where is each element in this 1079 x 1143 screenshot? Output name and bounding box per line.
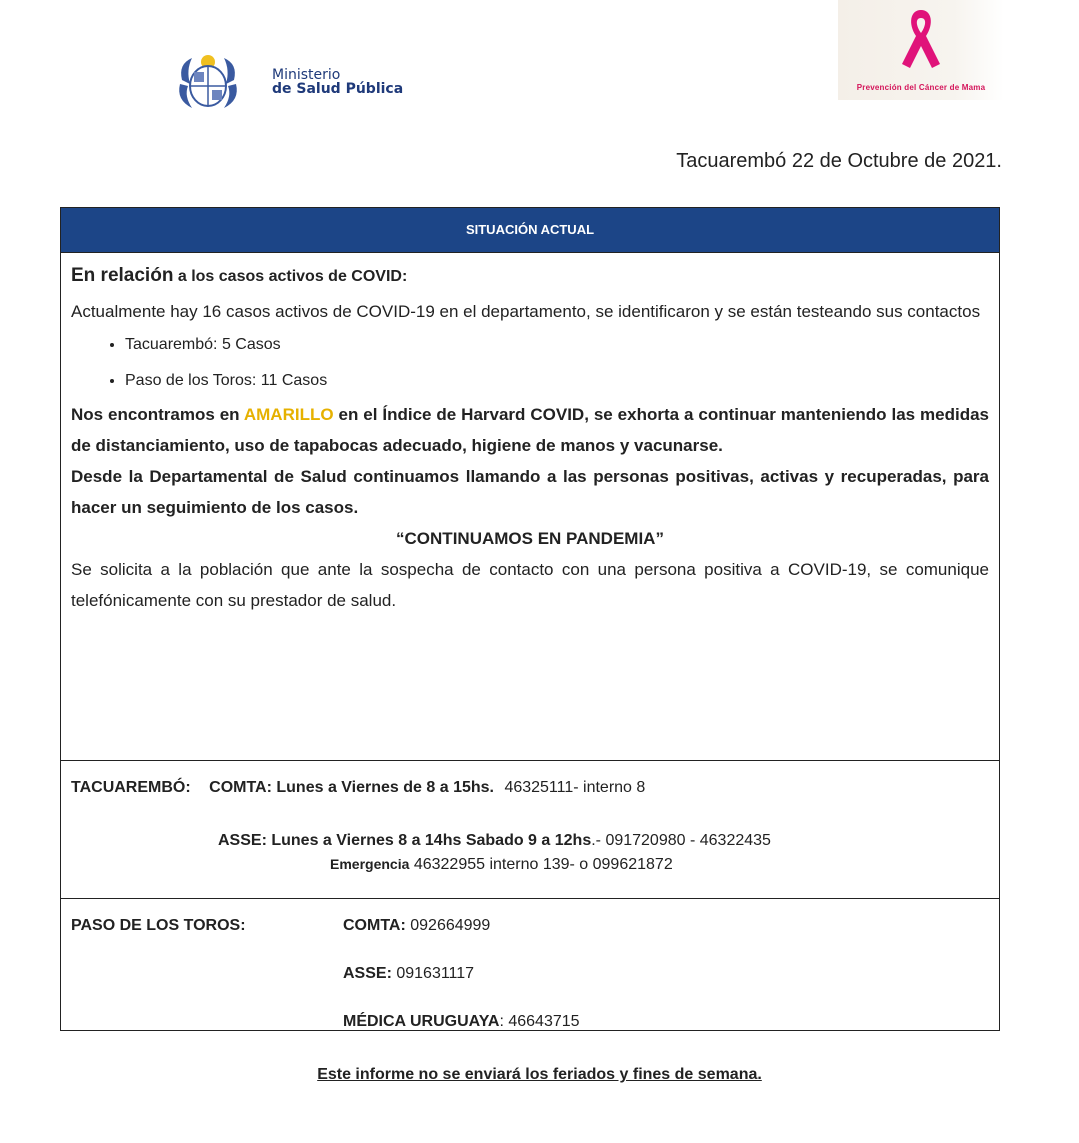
list-item: • Paso de los Toros: 11 Casos (125, 363, 989, 399)
emergencia-phone: 46322955 interno 139- o 099621872 (409, 856, 673, 873)
ministry-logo (172, 50, 432, 112)
uruguay-coat-of-arms-icon (172, 50, 244, 112)
emergencia-row (330, 856, 673, 874)
situation-heading (71, 265, 989, 287)
paso-asse-phone: 091631117 (391, 965, 475, 982)
harvard-color-level: AMARILLO (243, 405, 334, 424)
paso-de-los-toros-contacts (61, 899, 999, 1039)
paso-medica-row (343, 1013, 580, 1031)
asse-phone: .- 091720980 - 46322435 (591, 832, 771, 849)
harvard-pre: Nos encontramos en (71, 405, 244, 424)
comta-hours: COMTA: Lunes a Viernes de 8 a 15hs. (209, 779, 494, 796)
heading-main: En relación (71, 265, 174, 286)
paso-asse-label: ASSE: (343, 965, 392, 982)
paso-label (71, 917, 246, 935)
paso-comta-label: COMTA: (343, 917, 406, 934)
tacuarembo-label: TACUAREMBÓ: (71, 779, 191, 796)
document-date: Tacuarembó 22 de Octubre de 2021. (676, 150, 1002, 172)
harvard-post: en el Índice de Harvard COVID, se exhorta a continuar manteniendo las medidas de distanciamiento, uso de tapabocas adecuado, higiene de manos y vacunarse. (71, 405, 989, 455)
followup-paragraph: Desde la Departamental de Salud continuamos llamando a las personas positivas, activas y recuperadas, para hacer un seguimiento de los casos. (71, 467, 989, 517)
footer-note: Este informe no se enviará los feriados y fines de semana. (317, 1066, 762, 1083)
section-header: SITUACIÓN ACTUAL (60, 207, 1000, 253)
cases-list (71, 327, 989, 399)
paso-asse-row (343, 965, 474, 983)
emergencia-label: Emergencia (330, 856, 410, 872)
asse-hours: ASSE: Lunes a Viernes 8 a 14hs Sabado 9 a 12hs (218, 832, 592, 849)
request-paragraph: Se solicita a la población que ante la sospecha de contacto con una persona positiva a COVID-19, se comunique telefónicamente con su prestador de salud. (71, 560, 989, 610)
ministry-line2: de Salud Pública (272, 81, 404, 97)
heading-sub: a los casos activos de COVID: (173, 268, 408, 285)
asse-row (218, 832, 771, 850)
paso-comta-row (343, 917, 490, 935)
tacuarembo-comta-row (71, 779, 645, 797)
intro-paragraph: Actualmente hay 16 casos activos de COVID-19 en el departamento, se identificaron y se están testeando sus contactos (71, 302, 981, 321)
ministry-line1: Ministerio (272, 67, 341, 83)
medica-label: MÉDICA URUGUAYA (343, 1013, 500, 1030)
pink-ribbon-icon (894, 6, 948, 70)
situation-section (61, 253, 999, 761)
list-item: • Tacuarembó: 5 Casos (125, 327, 989, 363)
slogan: “CONTINUAMOS EN PANDEMIA” (396, 529, 664, 548)
comta-phone: 46325111- interno 8 (504, 779, 646, 796)
campaign-text: Prevención del Cáncer de Mama (856, 83, 986, 92)
harvard-paragraph (71, 399, 989, 461)
tacuarembo-contacts (61, 761, 999, 899)
report-table (60, 207, 1000, 1031)
medica-phone: : 46643715 (499, 1013, 580, 1030)
paso-label-text: PASO DE LOS TOROS: (71, 917, 246, 934)
breast-cancer-campaign-logo (838, 0, 1004, 100)
ministry-name (272, 68, 403, 96)
paso-comta-phone: 092664999 (405, 917, 491, 934)
